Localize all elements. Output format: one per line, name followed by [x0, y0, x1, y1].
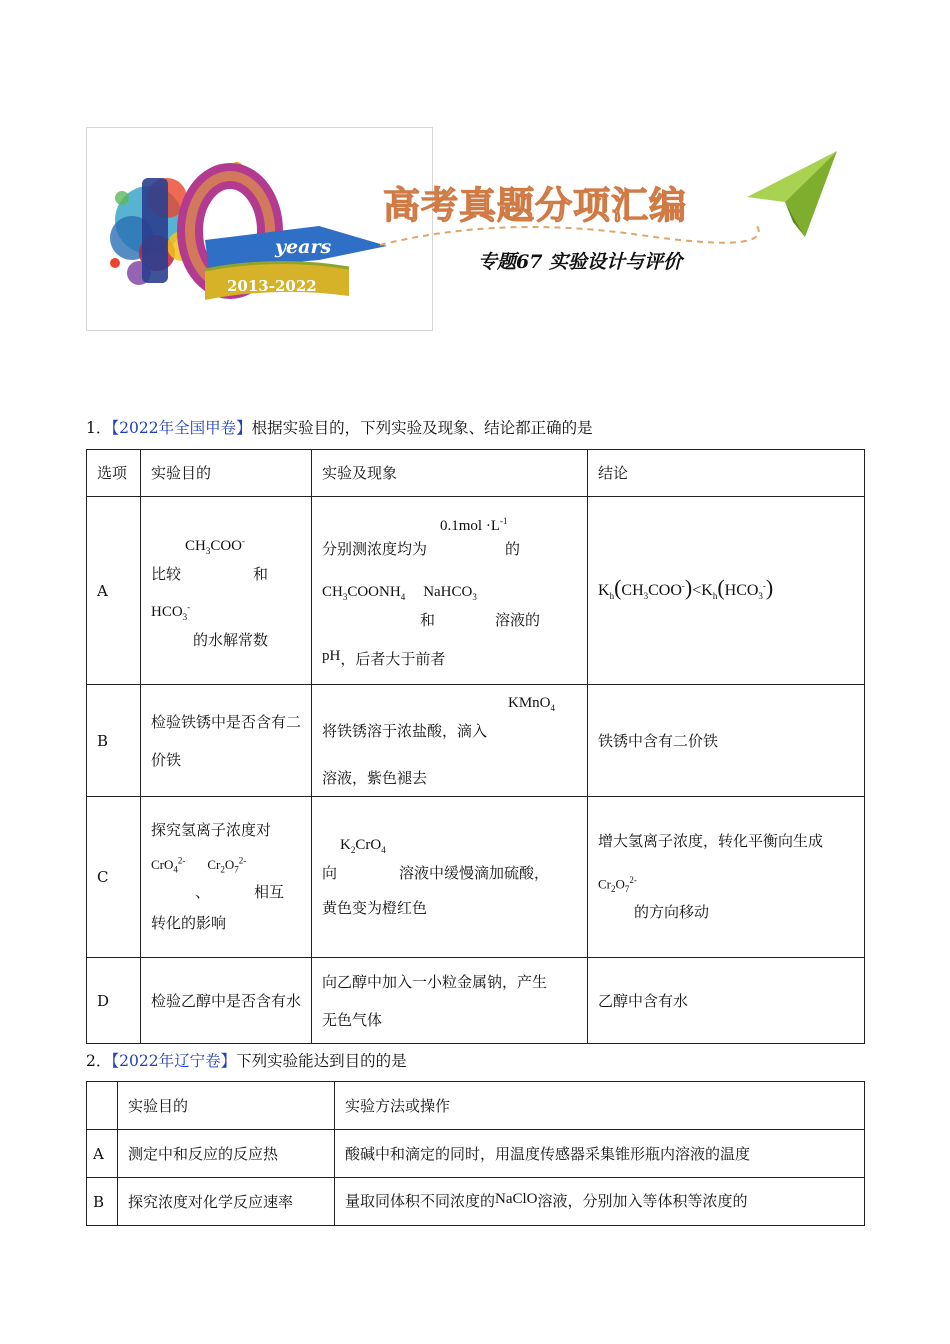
years-label: years — [275, 236, 332, 258]
header-purpose: 实验目的 — [141, 450, 312, 497]
experiment-cell — [312, 685, 588, 797]
conclusion-text: 增大氢离子浓度，转化平衡向生成 — [598, 832, 824, 851]
reagent-kmno4: KMnO$_4$ — [508, 694, 556, 713]
experiment-result: 黄色变为橙红色 — [322, 899, 428, 917]
purpose-cell — [141, 685, 312, 797]
experiment-and: 和 — [420, 610, 436, 629]
conclusion-text-2: 的方向移动 — [634, 902, 710, 921]
experiment-cell — [312, 797, 588, 958]
option-label: D — [87, 958, 141, 1044]
purpose-separator: 、 — [195, 883, 211, 902]
concentration: $0.1mol \cdot L^{-1}$ — [440, 515, 508, 534]
purpose-text-2: 相互 — [254, 883, 285, 902]
header-method: 实验方法或操作 — [335, 1082, 865, 1130]
question-1-table — [86, 449, 865, 1044]
ph-label: pH — [322, 647, 341, 664]
question-2-stem — [86, 1049, 407, 1071]
purpose-text-2: 的水解常数 — [193, 630, 269, 649]
question-1-stem — [86, 416, 593, 438]
salt-ammonium-acetate: $CH_3COONH_4$ — [322, 583, 406, 602]
table-row — [87, 1130, 865, 1178]
experiment-text-2: 溶液中缓慢滴加硫酸， — [399, 864, 550, 882]
table-row — [87, 497, 865, 685]
ion-dichromate: $Cr_2O_7^{2-}$ — [207, 855, 247, 875]
purpose-cell — [141, 958, 312, 1044]
hydrolysis-comparison: $K_h(CH_3COO^-)<K_h(HCO_3^-)$ — [598, 574, 774, 601]
experiment-solution: 溶液的 — [495, 610, 541, 629]
topic-title: 专题67 实验设计与评价 — [478, 251, 683, 273]
collection-title: 高考真题分项汇编 — [383, 183, 687, 227]
conclusion-cell: 铁锈中含有二价铁 — [588, 685, 865, 797]
method-cell — [335, 1178, 865, 1226]
header-option: 选项 — [87, 450, 141, 497]
option-label: B — [87, 685, 141, 797]
header-option — [87, 1082, 118, 1130]
purpose-cell — [141, 497, 312, 685]
experiment-result: 溶液，紫色褪去 — [322, 768, 428, 787]
question-2-table — [86, 1081, 865, 1226]
reagent-k2cro4: $K_2CrO_4$ — [340, 837, 386, 855]
year-range-label: 2013-2022 — [227, 277, 317, 295]
experiment-text: 分别测浓度均为 — [322, 539, 428, 558]
experiment-result: ，后者大于前者 — [340, 649, 446, 668]
table-row — [87, 685, 865, 797]
reagent-naclo: NaClO — [495, 1191, 538, 1207]
conclusion-cell — [588, 797, 865, 958]
purpose-text: 检验乙醇中是否含有水 — [151, 991, 302, 1010]
purpose-text: 比较 — [151, 564, 182, 583]
ion-dichromate: $Cr_2O_7^{2-}$ — [598, 875, 637, 894]
ion-bicarbonate: $HCO_3^-$ — [151, 601, 191, 622]
table-row — [87, 797, 865, 958]
purpose-cell: 测定中和反应的反应热 — [118, 1130, 335, 1178]
question-text: 下列实验能达到目的的是 — [236, 1052, 407, 1070]
table-row — [87, 1178, 865, 1226]
purpose-cell: 探究浓度对化学反应速率 — [118, 1178, 335, 1226]
question-source: 【2022年辽宁卷】 — [111, 1052, 237, 1070]
experiment-text: 向 — [322, 864, 338, 882]
table-header-row — [87, 450, 865, 497]
question-text: 根据实验目的，下列实验及现象、结论都正确的是 — [251, 419, 593, 437]
experiment-text-de: 的 — [505, 539, 521, 558]
experiment-cell — [312, 497, 588, 685]
header-experiment: 实验及现象 — [312, 450, 588, 497]
question-number: 1． — [86, 419, 112, 437]
ion-acetate: $CH_3COO^-$ — [185, 535, 246, 556]
header-purpose: 实验目的 — [118, 1082, 335, 1130]
question-source: 【2022年全国甲卷】 — [111, 419, 252, 437]
option-label: B — [87, 1178, 118, 1226]
method-text: 量取同体积不同浓度的 — [345, 1192, 496, 1210]
purpose-text: 探究氢离子浓度对 — [151, 820, 272, 839]
table-row — [87, 958, 865, 1044]
option-label: C — [87, 797, 141, 958]
experiment-cell — [312, 958, 588, 1044]
table-header-row — [87, 1082, 865, 1130]
header-conclusion: 结论 — [588, 450, 865, 497]
experiment-text: 将铁锈溶于浓盐酸，滴入 — [322, 721, 488, 740]
purpose-cell — [141, 797, 312, 958]
method-cell: 酸碱中和滴定的同时，用温度传感器采集锥形瓶内溶液的温度 — [335, 1130, 865, 1178]
purpose-text-3: 转化的影响 — [151, 914, 227, 933]
conclusion-cell: 乙醇中含有水 — [588, 958, 865, 1044]
option-label: A — [87, 1130, 118, 1178]
method-text-2: 溶液，分别加入等体积等浓度的 — [537, 1192, 748, 1210]
conclusion-cell — [588, 497, 865, 685]
purpose-text: 检验铁锈中是否含有二价铁 — [151, 712, 302, 769]
purpose-and: 和 — [253, 564, 269, 583]
paper-plane-icon — [745, 147, 840, 242]
salt-sodium-bicarbonate: NaHCO$_3$ — [423, 583, 477, 602]
experiment-result: 无色气体 — [322, 1010, 383, 1029]
option-label: A — [87, 497, 141, 685]
ion-chromate: CrO$_4^{2-}$ — [151, 855, 186, 875]
experiment-text: 向乙醇中加入一小粒金属钠，产生 — [322, 972, 548, 991]
question-number: 2． — [86, 1052, 112, 1070]
